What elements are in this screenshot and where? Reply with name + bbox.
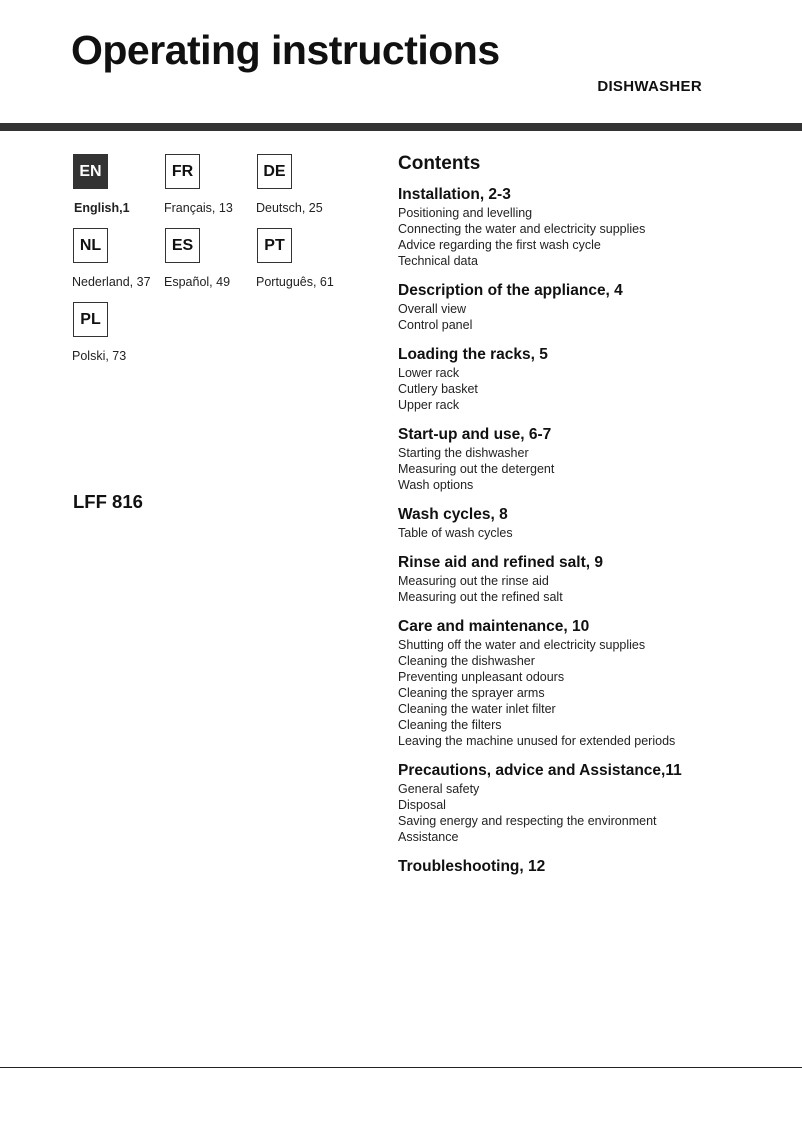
section-item[interactable]: Overall view (398, 302, 467, 316)
section-item[interactable]: Cleaning the dishwasher (398, 654, 535, 668)
section-item[interactable]: Measuring out the detergent (398, 462, 555, 476)
contents-section (398, 506, 798, 541)
section-item[interactable]: Cleaning the filters (398, 718, 502, 732)
section-item[interactable]: Lower rack (398, 366, 460, 380)
contents-section (398, 762, 798, 845)
section-item[interactable]: Cutlery basket (398, 382, 478, 396)
section-item[interactable]: General safety (398, 782, 480, 796)
section-title[interactable]: Loading the racks, 5 (398, 346, 548, 363)
section-title[interactable]: Troubleshooting, 12 (398, 858, 546, 875)
section-item[interactable]: Wash options (398, 478, 474, 492)
table-of-contents (398, 152, 798, 889)
section-item[interactable]: Leaving the machine unused for extended periods (398, 734, 676, 748)
contents-section (398, 426, 798, 493)
contents-section (398, 282, 798, 333)
contents-section (398, 618, 798, 749)
section-item[interactable]: Table of wash cycles (398, 526, 513, 540)
section-item[interactable]: Shutting off the water and electricity supplies (398, 638, 646, 652)
section-item[interactable]: Cleaning the sprayer arms (398, 686, 545, 700)
language-label[interactable]: Português, 61 (256, 275, 334, 289)
language-option-fr[interactable] (164, 154, 256, 228)
language-option-nl[interactable] (72, 228, 164, 302)
section-title[interactable]: Care and maintenance, 10 (398, 618, 590, 635)
section-item[interactable]: Measuring out the rinse aid (398, 574, 549, 588)
section-item[interactable]: Connecting the water and electricity supplies (398, 222, 646, 236)
language-option-es[interactable] (164, 228, 256, 302)
language-code-box[interactable]: FR (165, 154, 200, 189)
language-code-box[interactable]: EN (73, 154, 108, 189)
contents-sections (398, 186, 798, 876)
language-label[interactable]: Nederland, 37 (72, 275, 151, 289)
section-title[interactable]: Wash cycles, 8 (398, 506, 508, 523)
language-label[interactable]: Français, 13 (164, 201, 233, 215)
contents-section (398, 346, 798, 413)
language-selector (72, 154, 348, 376)
section-item[interactable]: Starting the dishwasher (398, 446, 529, 460)
page-title: Operating instructions (71, 27, 500, 73)
section-item[interactable]: Assistance (398, 830, 459, 844)
section-item[interactable]: Cleaning the water inlet filter (398, 702, 556, 716)
section-item[interactable]: Upper rack (398, 398, 460, 412)
contents-heading: Contents (398, 153, 481, 174)
language-label[interactable]: English,1 (74, 201, 130, 215)
language-code-box[interactable]: PL (73, 302, 108, 337)
section-item[interactable]: Measuring out the refined salt (398, 590, 563, 604)
language-code-box[interactable]: DE (257, 154, 292, 189)
contents-section (398, 554, 798, 605)
header-divider (0, 123, 802, 131)
section-item[interactable]: Positioning and levelling (398, 206, 533, 220)
section-title[interactable]: Precautions, advice and Assistance,11 (398, 762, 682, 779)
section-item[interactable]: Technical data (398, 254, 478, 268)
section-item[interactable]: Control panel (398, 318, 473, 332)
section-item[interactable]: Disposal (398, 798, 446, 812)
contents-section (398, 858, 798, 876)
section-title[interactable]: Installation, 2-3 (398, 186, 511, 203)
product-category: DISHWASHER (597, 78, 702, 95)
language-label[interactable]: Deutsch, 25 (256, 201, 323, 215)
section-item[interactable]: Saving energy and respecting the environment (398, 814, 657, 828)
section-item[interactable]: Preventing unpleasant odours (398, 670, 565, 684)
section-title[interactable]: Start-up and use, 6-7 (398, 426, 552, 443)
language-option-pl[interactable] (72, 302, 164, 376)
language-code-box[interactable]: NL (73, 228, 108, 263)
language-option-de[interactable] (256, 154, 348, 228)
language-code-box[interactable]: ES (165, 228, 200, 263)
model-number: LFF 816 (73, 491, 143, 512)
language-label[interactable]: Español, 49 (164, 275, 231, 289)
section-title[interactable]: Rinse aid and refined salt, 9 (398, 554, 604, 571)
language-code-box[interactable]: PT (257, 228, 292, 263)
section-title[interactable]: Description of the appliance, 4 (398, 282, 623, 299)
language-option-pt[interactable] (256, 228, 348, 302)
language-label[interactable]: Polski, 73 (72, 349, 127, 363)
contents-section (398, 186, 798, 269)
footer-divider (0, 1067, 802, 1068)
language-option-en[interactable] (72, 154, 164, 228)
section-item[interactable]: Advice regarding the first wash cycle (398, 238, 601, 252)
